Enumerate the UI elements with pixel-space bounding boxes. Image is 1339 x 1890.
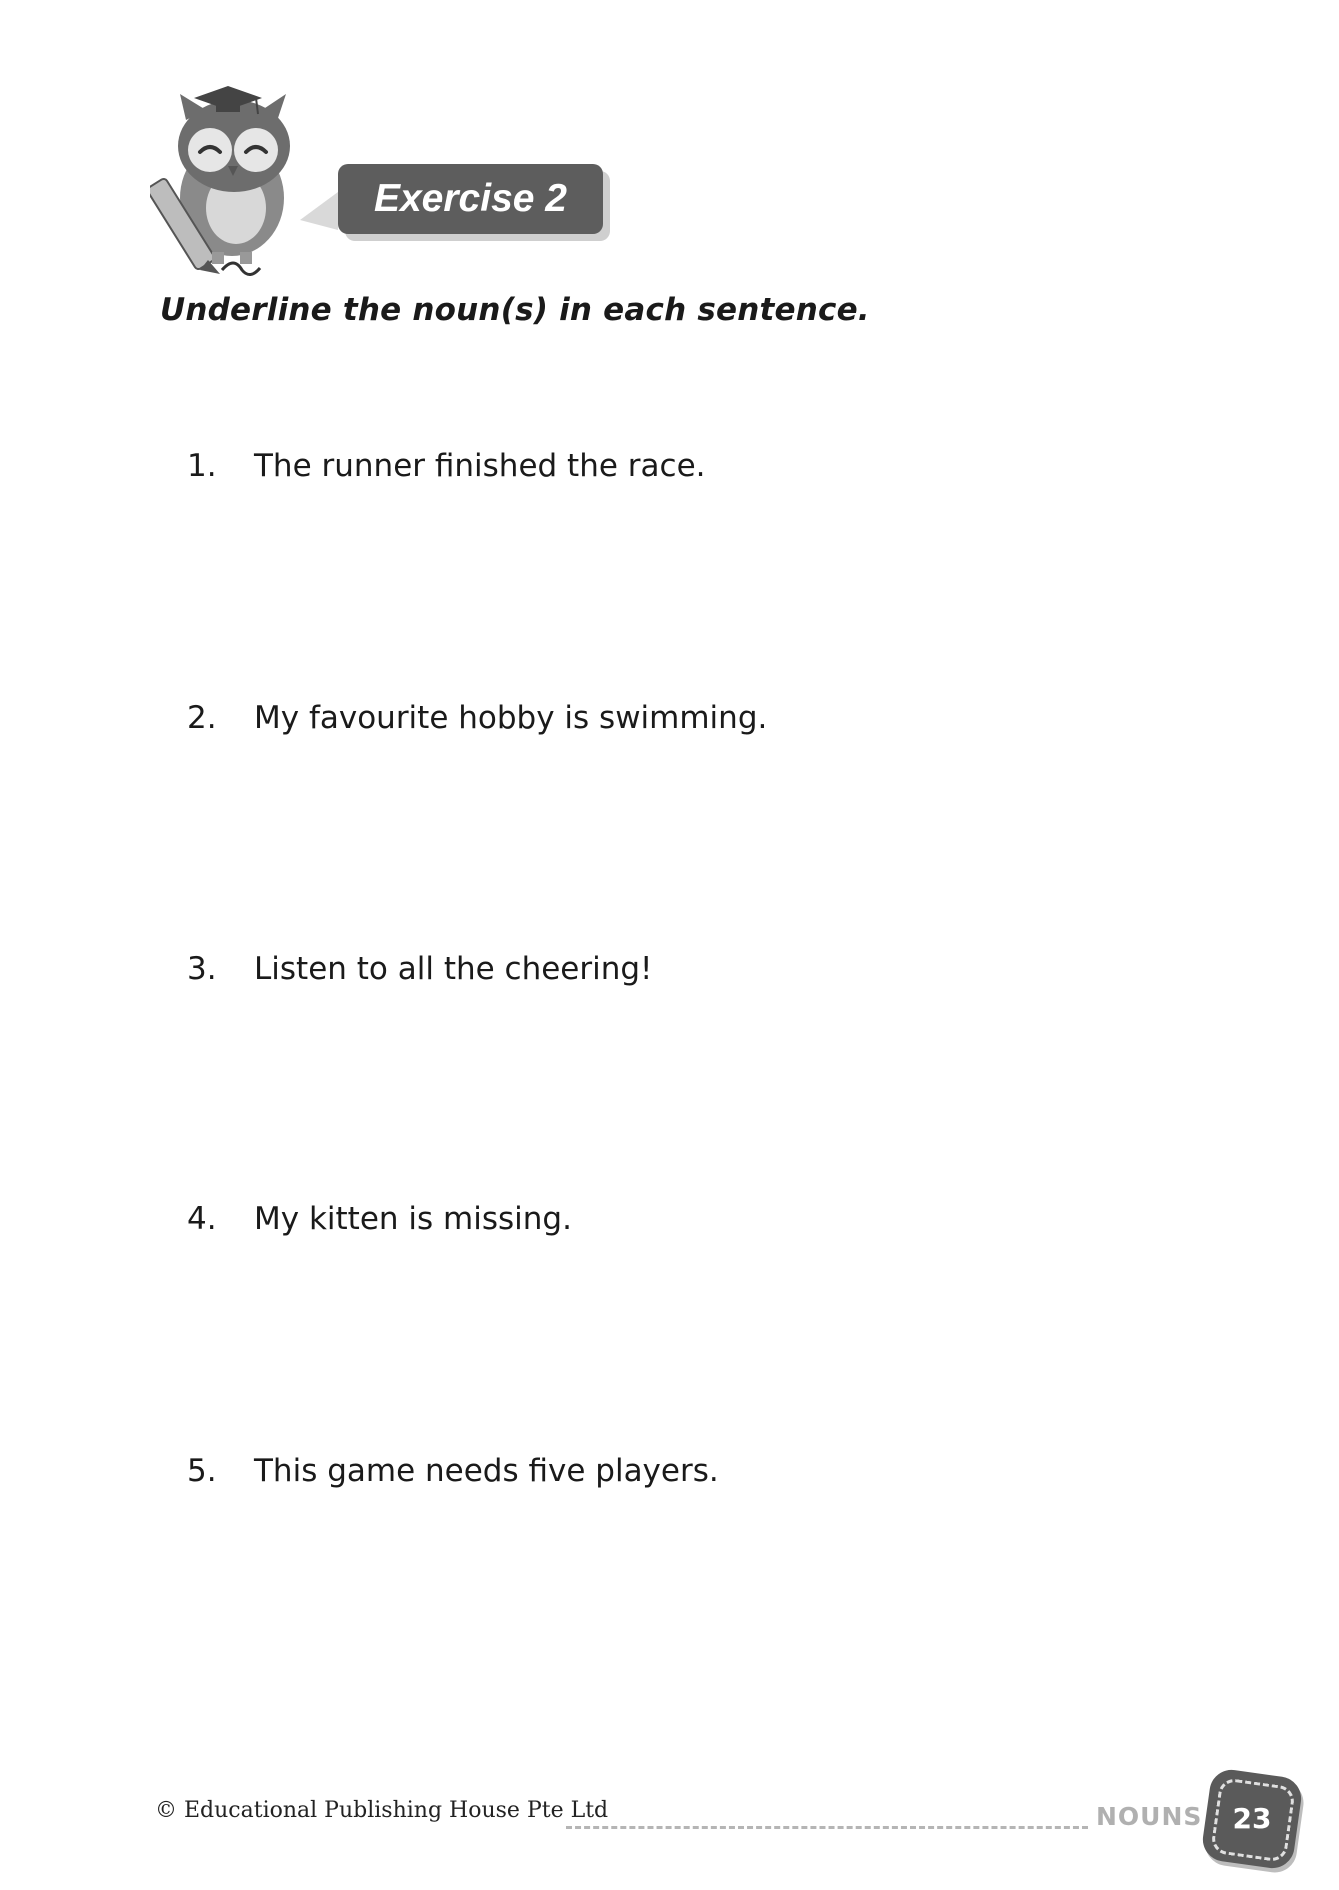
page-number: 23 bbox=[1232, 1802, 1272, 1835]
question-item bbox=[187, 700, 767, 736]
footer-divider bbox=[566, 1826, 1088, 1829]
question-item bbox=[187, 1201, 572, 1237]
question-number: 3. bbox=[187, 951, 217, 987]
question-item bbox=[187, 448, 706, 484]
question-sentence: Listen to all the cheering! bbox=[254, 951, 653, 987]
instruction-text: Underline the noun(s) in each sentence. bbox=[160, 292, 870, 328]
page-number-badge bbox=[1206, 1773, 1298, 1865]
question-sentence: The runner finished the race. bbox=[254, 448, 706, 484]
exercise-title: Exercise 2 bbox=[338, 164, 603, 234]
question-sentence: My kitten is missing. bbox=[254, 1201, 572, 1237]
question-number: 2. bbox=[187, 700, 217, 736]
question-item bbox=[187, 1453, 719, 1489]
question-number: 4. bbox=[187, 1201, 217, 1237]
question-number: 5. bbox=[187, 1453, 217, 1489]
question-sentence: My favourite hobby is swimming. bbox=[254, 700, 768, 736]
question-item bbox=[187, 951, 653, 987]
question-sentence: This game needs five players. bbox=[254, 1453, 719, 1489]
owl-mascot-illustration bbox=[150, 80, 350, 280]
question-number: 1. bbox=[187, 448, 217, 484]
footer-copyright: © Educational Publishing House Pte Ltd bbox=[155, 1798, 609, 1823]
footer-section-label: NOUNS bbox=[1096, 1802, 1203, 1831]
